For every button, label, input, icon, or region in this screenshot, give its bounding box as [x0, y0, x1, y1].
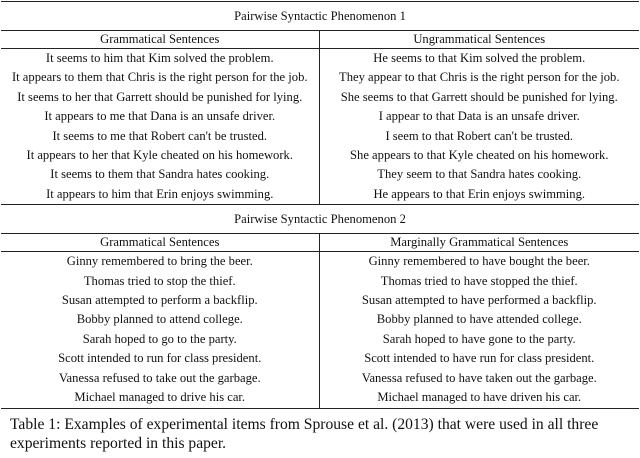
marginal-sentence: Vanessa refused to have taken out the garbage. — [361, 370, 597, 385]
table-row — [1, 68, 639, 87]
ungrammatical-sentence: I appear to that Data is an unsafe driver. — [378, 109, 580, 124]
ungrammatical-sentence: He appears to that Erin enjoys swimming. — [373, 186, 586, 201]
experimental-items-table — [1, 1, 639, 409]
marginal-sentence: Scott intended to have run for class president. — [364, 351, 595, 366]
table-row — [1, 49, 639, 69]
table-row — [1, 146, 639, 165]
table-row — [1, 310, 639, 329]
table-row — [1, 369, 639, 388]
grammatical-sentence: Vanessa refused to take out the garbage. — [1, 369, 319, 388]
marginal-sentence: Ginny remembered to have bought the beer. — [368, 254, 590, 269]
marginal-sentence: Michael managed to have driven his car. — [319, 388, 639, 408]
grammatical-sentence: Scott intended to run for class president. — [1, 349, 319, 368]
ungrammatical-sentence: I seem to that Robert can't be trusted. — [385, 128, 574, 143]
grammatical-sentence: It seems to them that Sandra hates cooking. — [1, 165, 319, 184]
table-row — [1, 185, 639, 205]
grammatical-sentence: Michael managed to drive his car. — [1, 388, 319, 408]
table-row — [1, 272, 639, 291]
section-1-grammatical-header: Grammatical Sentences — [1, 31, 319, 49]
table-row — [1, 127, 639, 146]
table-row — [1, 330, 639, 349]
table-row — [1, 252, 639, 272]
grammatical-sentence: Thomas tried to stop the thief. — [1, 272, 319, 291]
section-2-marginal-header: Marginally Grammatical Sentences — [319, 234, 639, 252]
ungrammatical-sentence: She seems to that Garrett should be punished for lying. — [340, 89, 618, 104]
section-2-grammatical-header: Grammatical Sentences — [1, 234, 319, 252]
section-1-title: Pairwise Syntactic Phenomenon 1 — [1, 2, 639, 31]
table-row — [1, 88, 639, 107]
grammatical-sentence: It seems to me that Robert can't be trusted. — [1, 127, 319, 146]
ungrammatical-sentence: They seem to that Sandra hates cooking. — [377, 167, 582, 182]
grammatical-sentence: Bobby planned to attend college. — [1, 310, 319, 329]
table-row — [1, 107, 639, 126]
table-row — [1, 388, 639, 408]
ungrammatical-sentence: He seems to that Kim solved the problem. — [373, 51, 586, 65]
grammatical-sentence: It seems to her that Garrett should be punished for lying. — [1, 88, 319, 107]
grammatical-sentence: It appears to me that Dana is an unsafe driver. — [1, 107, 319, 126]
marginal-sentence: Susan attempted to have performed a backflip. — [361, 293, 597, 308]
marginal-sentence: Thomas tried to have stopped the thief. — [380, 273, 578, 288]
section-2-title: Pairwise Syntactic Phenomenon 2 — [1, 205, 639, 234]
grammatical-sentence: Ginny remembered to bring the beer. — [1, 252, 319, 272]
table-row — [1, 165, 639, 184]
marginal-sentence: Sarah hoped to have gone to the party. — [382, 331, 576, 346]
ungrammatical-sentence: They appear to that Chris is the right person for the job. — [339, 70, 620, 85]
section-1-ungrammatical-header: Ungrammatical Sentences — [319, 31, 639, 49]
grammatical-sentence: It appears to her that Kyle cheated on his homework. — [1, 146, 319, 165]
table-row — [1, 349, 639, 368]
table-caption: Table 1: Examples of experimental items from Sprouse et al. (2013) that were used in all three experiments reported in this paper. — [10, 416, 599, 452]
grammatical-sentence: It seems to him that Kim solved the problem. — [1, 49, 319, 69]
grammatical-sentence: It appears to them that Chris is the right person for the job. — [1, 68, 319, 87]
ungrammatical-sentence: She appears to that Kyle cheated on his homework. — [350, 148, 609, 163]
grammatical-sentence: It appears to him that Erin enjoys swimming. — [1, 185, 319, 205]
grammatical-sentence: Sarah hoped to go to the party. — [1, 330, 319, 349]
table-row — [1, 291, 639, 310]
section-2 — [1, 205, 639, 408]
grammatical-sentence: Susan attempted to perform a backflip. — [1, 291, 319, 310]
section-1 — [1, 2, 639, 205]
marginal-sentence: Bobby planned to have attended college. — [376, 312, 582, 327]
